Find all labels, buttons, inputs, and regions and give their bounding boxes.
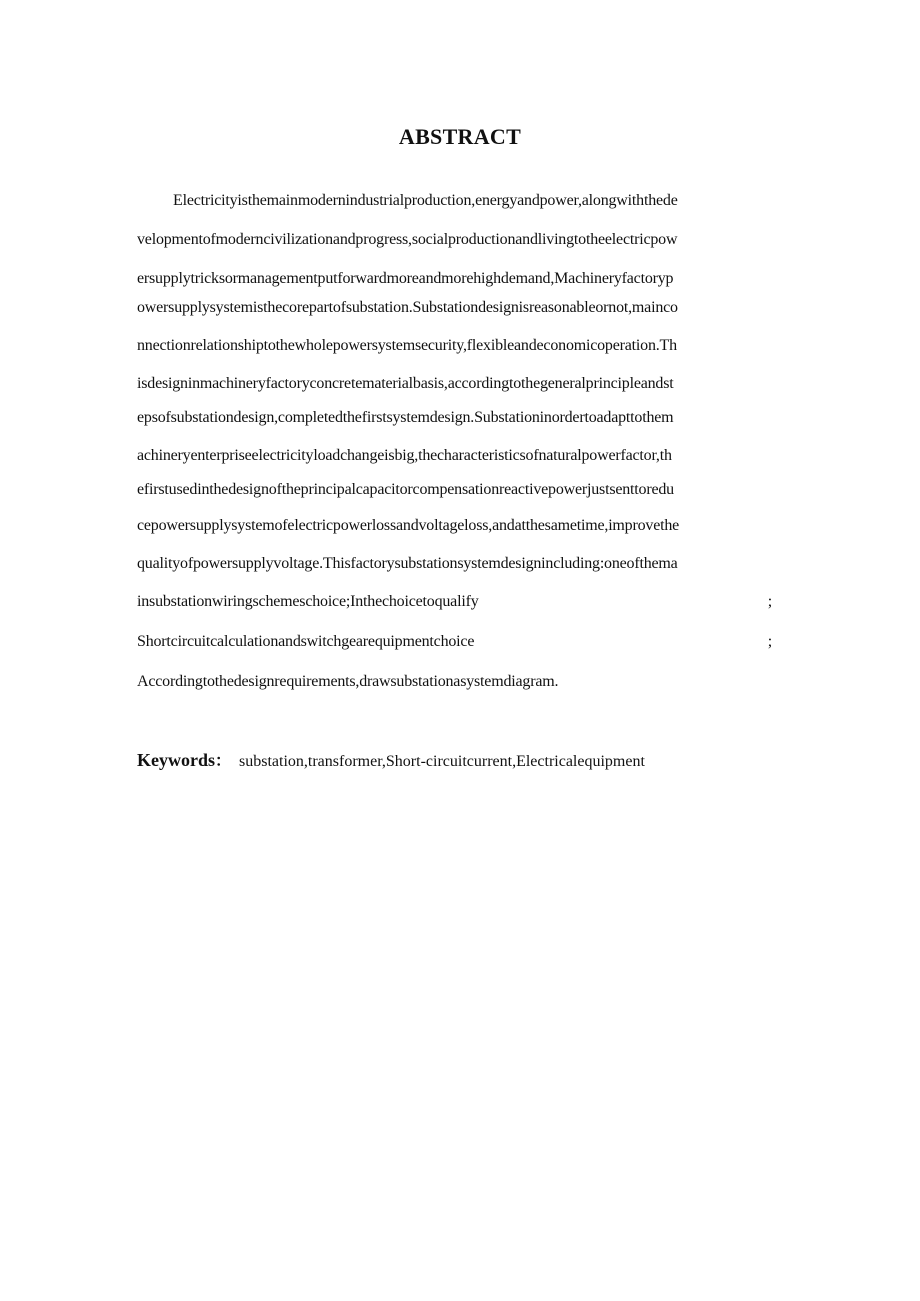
keywords-text: substation,transformer,Short-circuitcurrent,Electricalequipment [239,753,645,770]
abstract-line [137,592,782,612]
abstract-line: nnectionrelationshiptothewholepowersystemsecurity,flexibleandeconomicoperation.Th [137,337,677,354]
keywords-row [137,749,645,773]
abstract-line: velopmentofmoderncivilizationandprogress,socialproductionandlivingtotheelectricpow [137,231,678,248]
abstract-line: cepowersupplysystemofelectricpowerlossandvoltageloss,andatthesametime,improvethe [137,517,680,534]
keywords-label: Keywords [137,750,215,770]
abstract-line: achineryenterpriseelectricityloadchangeisbig,thecharacteristicsofnaturalpowerfactor,th [137,447,672,464]
abstract-line: ersupplytricksormanagementputforwardmoreandmorehighdemand,Machineryfactoryp [137,270,674,287]
abstract-title: ABSTRACT [398,124,522,149]
abstract-line: Electricityisthemainmodernindustrialproduction,energyandpower,alongwiththede [173,192,678,209]
abstract-line: owersupplysystemisthecorepartofsubstation.Substationdesignisreasonableornot,mainco [137,299,678,316]
keywords-colon: ： [215,753,232,770]
abstract-line: epsofsubstationdesign,completedthefirstsystemdesign.Substationinordertoadapttothem [137,409,674,426]
line-end-mark: ; [767,633,772,650]
abstract-line-text: insubstationwiringschemeschoice;Inthechoicetoqualify [137,593,479,610]
abstract-line [137,632,782,652]
abstract-line: efirstusedinthedesignoftheprincipalcapacitorcompensationreactivepowerjustsenttoredu [137,481,674,498]
abstract-line: isdesigninmachineryfactoryconcretematerialbasis,accordingtothegeneralprincipleandst [137,375,674,392]
line-end-mark: ; [767,593,772,610]
abstract-line: qualityofpowersupplyvoltage.Thisfactorysubstationsystemdesignincluding:oneofthema [137,555,678,572]
abstract-line-text: Shortcircuitcalculationandswitchgearequipmentchoice [137,633,475,650]
abstract-line: Accordingtothedesignrequirements,drawsubstationasystemdiagram. [137,673,559,690]
